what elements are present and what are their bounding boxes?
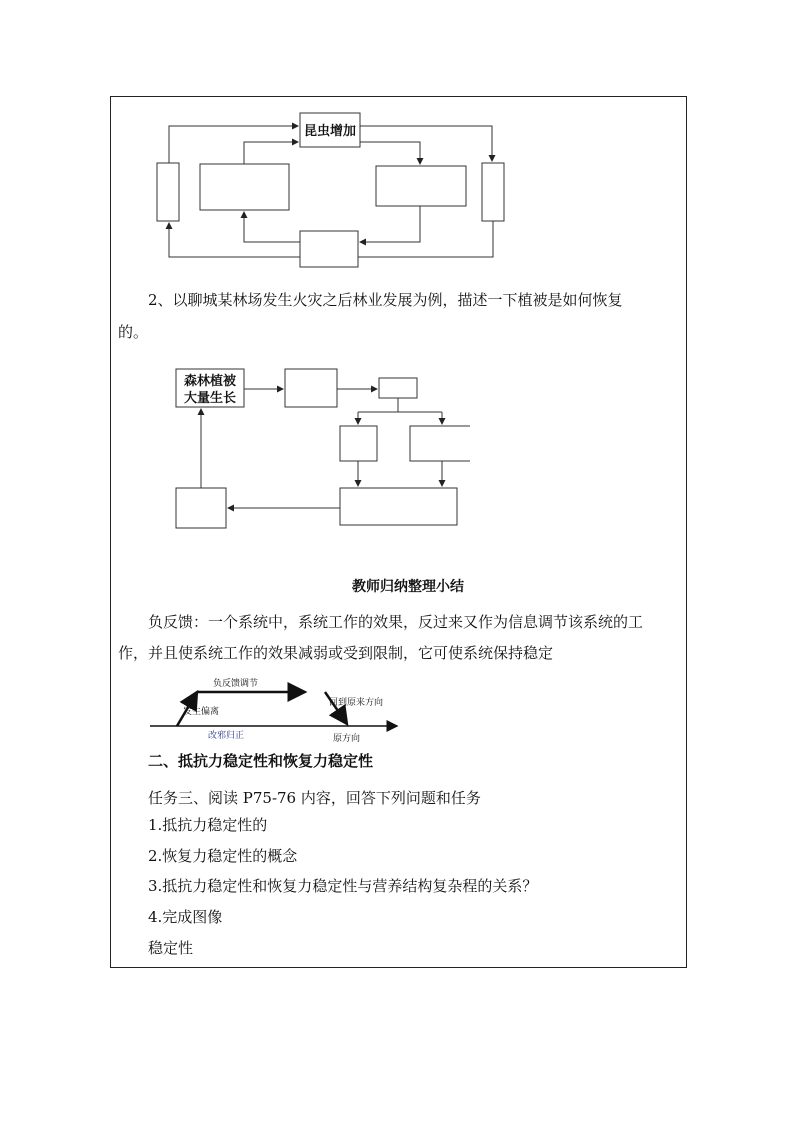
label-return-original: 回到原来方向 xyxy=(329,698,384,708)
stage-2-box xyxy=(285,369,337,407)
label-correction: 改邪归正 xyxy=(208,731,245,741)
summary-paragraph-line1: 负反馈：一个系统中，系统工作的效果，反过来又作为信息调节该系统的工 xyxy=(148,613,644,631)
summary-title: 教师归纳整理小结 xyxy=(352,579,464,595)
stage-6-box xyxy=(176,488,226,528)
insect-increase-label: 昆虫增加 xyxy=(303,124,357,139)
negative-feedback-diagram xyxy=(145,672,405,746)
label-original-direction: 原方向 xyxy=(333,734,361,744)
label-negative-feedback-regulation: 负反馈调节 xyxy=(213,679,259,689)
right-tall-box xyxy=(482,163,504,221)
inner-right-box xyxy=(376,166,466,206)
forest-growth-label-2: 大量生长 xyxy=(183,391,237,406)
summary-paragraph-line2: 作，并且使系统工作的效果减弱或受到限制，它可使系统保持稳定 xyxy=(118,644,554,662)
inner-left-box xyxy=(200,164,289,210)
question-2-line1: 2、以聊城某林场发生火灾之后林业发展为例，描述一下植被是如何恢复 xyxy=(148,291,623,309)
task-3-text: 任务三、阅读 P75-76 内容，回答下列问题和任务 xyxy=(148,789,481,807)
stage-3-box xyxy=(379,378,417,398)
bottom-box xyxy=(300,231,358,267)
forest-recovery-diagram xyxy=(170,362,470,532)
label-deviation: 发生偏离 xyxy=(183,707,220,717)
insect-feedback-diagram xyxy=(150,108,520,274)
stability-label: 稳定性 xyxy=(148,939,194,957)
forest-growth-label-1: 森林植被 xyxy=(183,374,237,389)
stage-4a-box xyxy=(340,426,377,461)
question-item-4: 4.完成图像 xyxy=(148,908,223,926)
stage-4b-box xyxy=(410,426,470,461)
section-2-heading: 二、抵抗力稳定性和恢复力稳定性 xyxy=(148,752,374,770)
question-item-2: 2.恢复力稳定性的概念 xyxy=(148,847,298,865)
question-item-1: 1.抵抗力稳定性的 xyxy=(148,816,268,834)
question-2-line2: 的。 xyxy=(118,323,149,341)
left-tall-box xyxy=(157,163,179,221)
question-item-3: 3.抵抗力稳定性和恢复力稳定性与营养结构复杂程的关系？ xyxy=(148,877,538,895)
stage-5-box xyxy=(340,488,457,525)
